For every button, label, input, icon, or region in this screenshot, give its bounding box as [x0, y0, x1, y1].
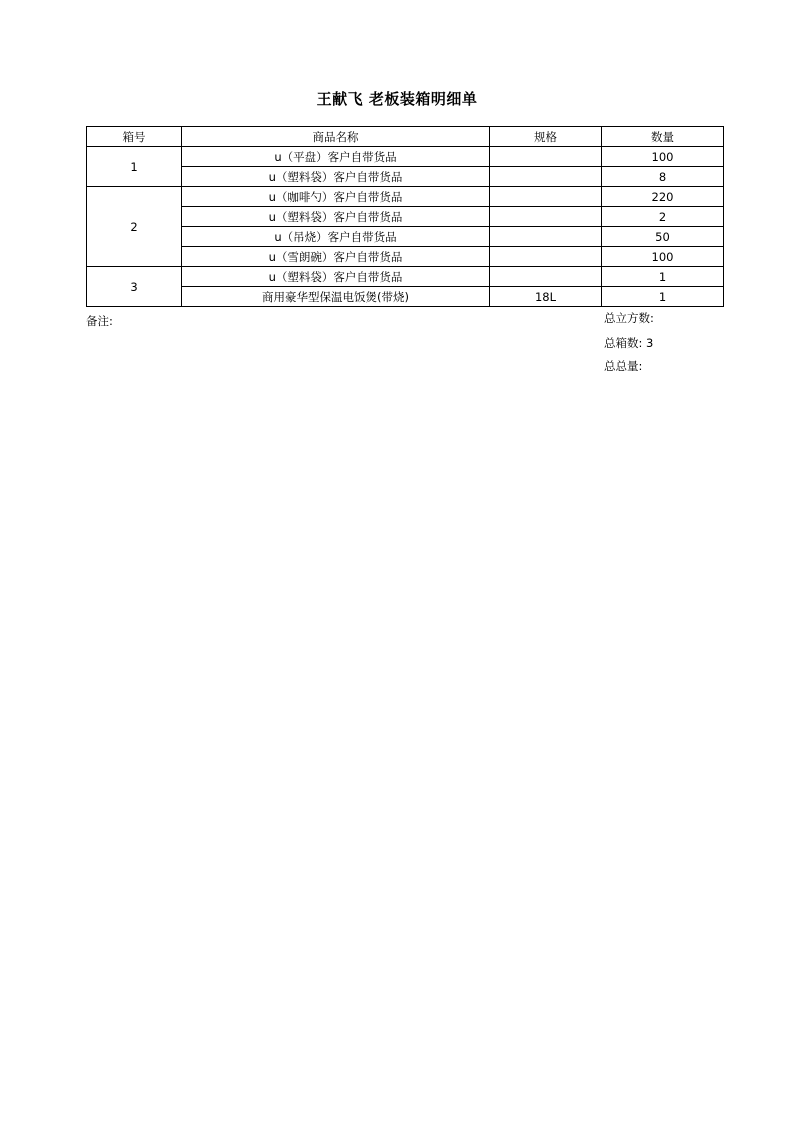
product-name-cell: u（吊烧）客户自带货品 [182, 227, 490, 247]
header-box-number: 箱号 [87, 127, 182, 147]
table-row [87, 207, 724, 227]
table-row [87, 147, 724, 167]
product-name-cell: u（塑料袋）客户自带货品 [182, 207, 490, 227]
spec-cell [490, 267, 602, 287]
spec-cell [490, 207, 602, 227]
quantity-cell: 1 [602, 267, 724, 287]
table-row [87, 227, 724, 247]
quantity-cell: 100 [602, 247, 724, 267]
quantity-cell: 220 [602, 187, 724, 207]
spec-cell: 18L [490, 287, 602, 307]
spec-cell [490, 167, 602, 187]
product-name-cell: u（塑料袋）客户自带货品 [182, 267, 490, 287]
spec-cell [490, 247, 602, 267]
header-product-name: 商品名称 [182, 127, 490, 147]
product-name-cell: u（雪朗碗）客户自带货品 [182, 247, 490, 267]
spec-cell [490, 227, 602, 247]
product-name-cell: 商用豪华型保温电饭煲(带烧) [182, 287, 490, 307]
table-row [87, 247, 724, 267]
quantity-cell: 100 [602, 147, 724, 167]
spec-cell [490, 187, 602, 207]
table-row [87, 187, 724, 207]
table-row [87, 287, 724, 307]
total-boxes-label: 总箱数: 3 [604, 336, 654, 350]
packing-list-table [86, 126, 724, 307]
product-name-cell: u（塑料袋）客户自带货品 [182, 167, 490, 187]
product-name-cell: u（咖啡勺）客户自带货品 [182, 187, 490, 207]
table-row [87, 267, 724, 287]
box-number-cell: 2 [87, 187, 182, 267]
table-row [87, 167, 724, 187]
quantity-cell: 1 [602, 287, 724, 307]
total-weight-label: 总总量: [604, 359, 643, 373]
box-number-cell: 3 [87, 267, 182, 307]
remarks-label: 备注: [86, 314, 113, 328]
box-number-cell: 1 [87, 147, 182, 187]
table-header-row [87, 127, 724, 147]
quantity-cell: 2 [602, 207, 724, 227]
total-volume-label: 总立方数: [604, 311, 654, 325]
quantity-cell: 50 [602, 227, 724, 247]
spec-cell [490, 147, 602, 167]
quantity-cell: 8 [602, 167, 724, 187]
header-quantity: 数量 [602, 127, 724, 147]
product-name-cell: u（平盘）客户自带货品 [182, 147, 490, 167]
page-title: 王献飞 老板装箱明细单 [316, 90, 478, 108]
header-spec: 规格 [490, 127, 602, 147]
